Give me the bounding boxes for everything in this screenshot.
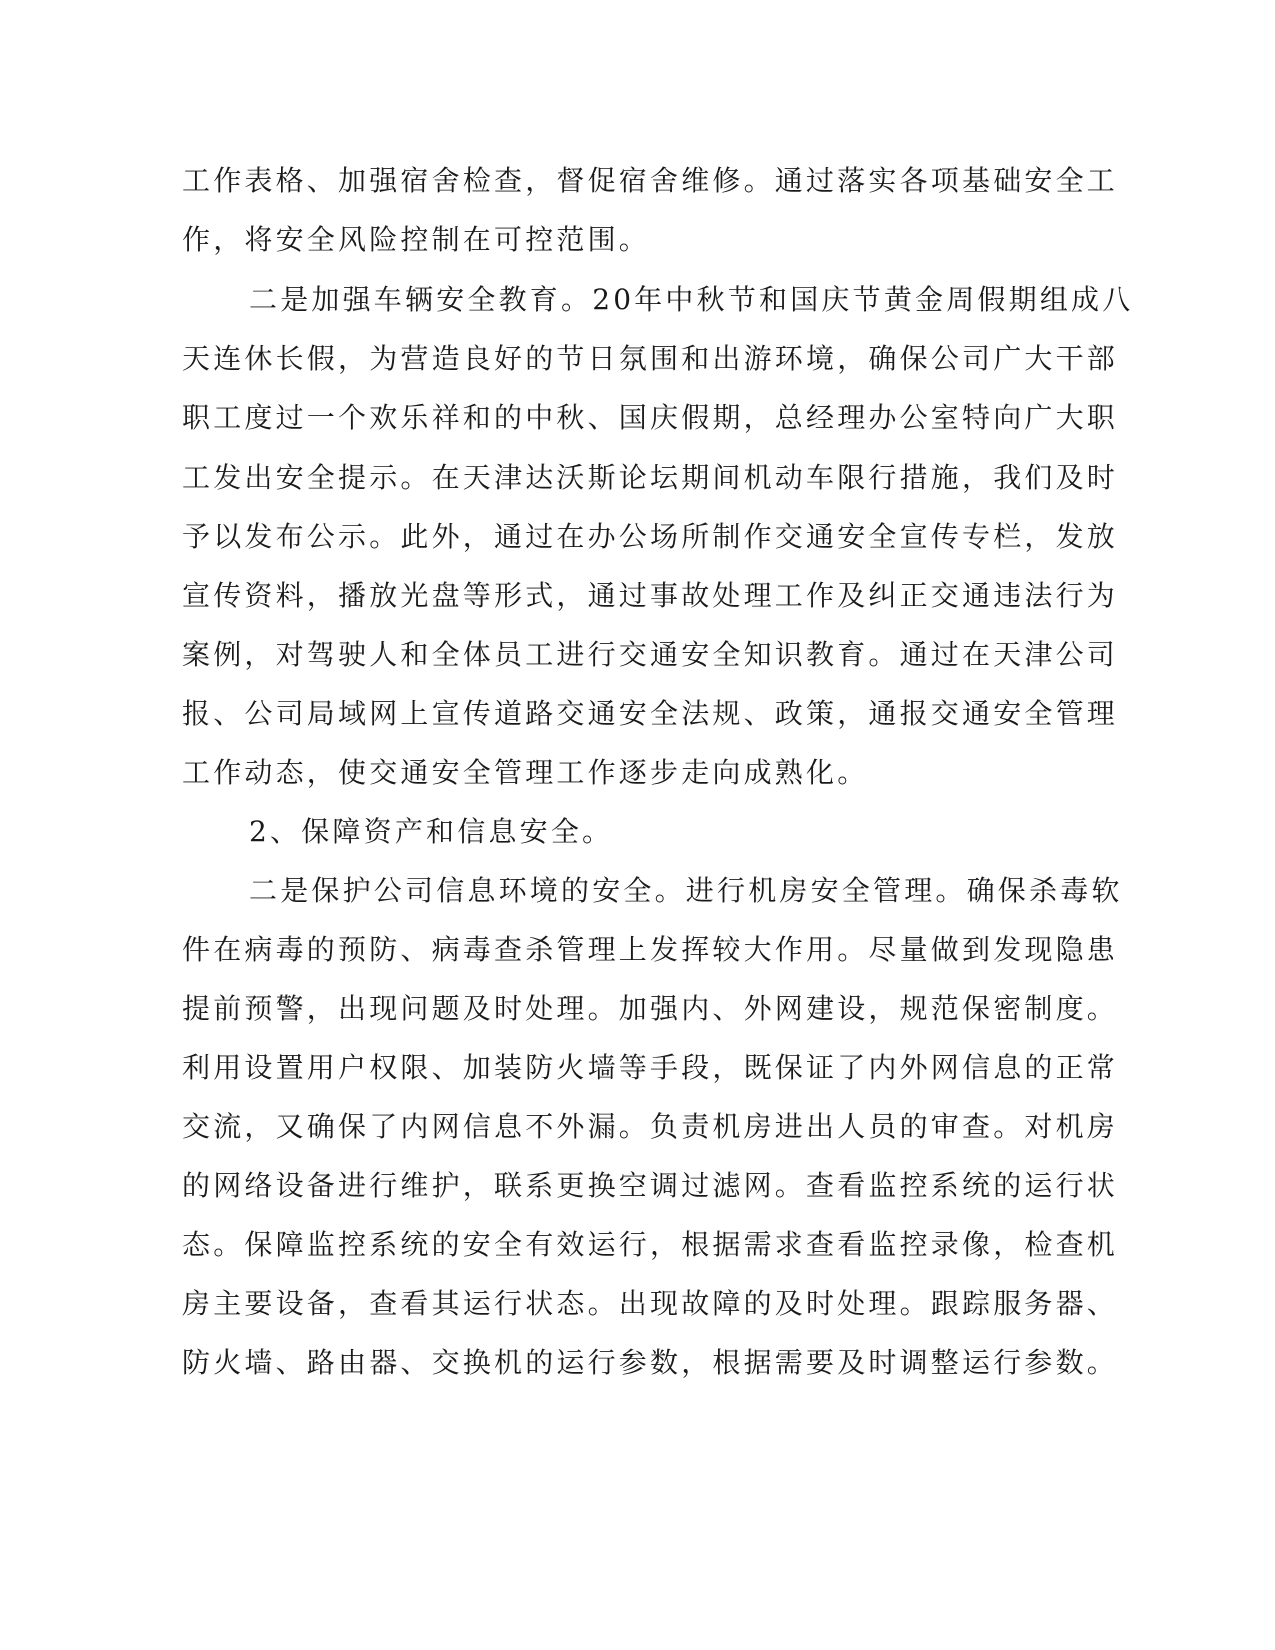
text-line: 房主要设备，查看其运行状态。出现故障的及时处理。跟踪服务器、 (182, 1287, 1119, 1320)
text-line: 利用设置用户权限、加装防火墙等手段，既保证了内外网信息的正常 (182, 1051, 1119, 1084)
text-line: 报、公司局域网上宣传道路交通安全法规、政策，通报交通安全管理 (182, 697, 1119, 730)
text-line: 态。保障监控系统的安全有效运行，根据需求查看监控录像，检查机 (182, 1228, 1119, 1261)
text-line: 工作表格、加强宿舍检查，督促宿舍维修。通过落实各项基础安全工 (182, 164, 1119, 197)
text-line: 件在病毒的预防、病毒查杀管理上发挥较大作用。尽量做到发现隐患 (182, 933, 1119, 966)
text-line: 提前预警，出现问题及时处理。加强内、外网建设，规范保密制度。 (182, 992, 1119, 1025)
text-line: 职工度过一个欢乐祥和的中秋、国庆假期，总经理办公室特向广大职 (182, 401, 1119, 434)
paragraph-start-line: 二是保护公司信息环境的安全。进行机房安全管理。确保杀毒软 (249, 874, 1123, 907)
text-line: 工作动态，使交通安全管理工作逐步走向成熟化。 (182, 756, 869, 789)
text-line: 案例，对驾驶人和全体员工进行交通安全知识教育。通过在天津公司 (182, 638, 1119, 671)
text-line: 予以发布公示。此外，通过在办公场所制作交通安全宣传专栏，发放 (182, 520, 1119, 553)
paragraph-start-line: 二是加强车辆安全教育。20年中秋节和国庆节黄金周假期组成八 (249, 283, 1134, 316)
text-line: 防火墙、路由器、交换机的运行参数，根据需要及时调整运行参数。 (182, 1346, 1119, 1379)
text-line: 天连休长假，为营造良好的节日氛围和出游环境，确保公司广大干部 (182, 342, 1119, 375)
text-line: 交流，又确保了内网信息不外漏。负责机房进出人员的审查。对机房 (182, 1110, 1119, 1143)
text-line: 工发出安全提示。在天津达沃斯论坛期间机动车限行措施，我们及时 (182, 461, 1119, 494)
text-line: 作，将安全风险控制在可控范围。 (182, 223, 651, 256)
text-line: 的网络设备进行维护，联系更换空调过滤网。查看监控系统的运行状 (182, 1169, 1119, 1202)
section-heading: 2、保障资产和信息安全。 (249, 815, 614, 848)
text-line: 宣传资料，播放光盘等形式，通过事故处理工作及纠正交通违法行为 (182, 579, 1119, 612)
